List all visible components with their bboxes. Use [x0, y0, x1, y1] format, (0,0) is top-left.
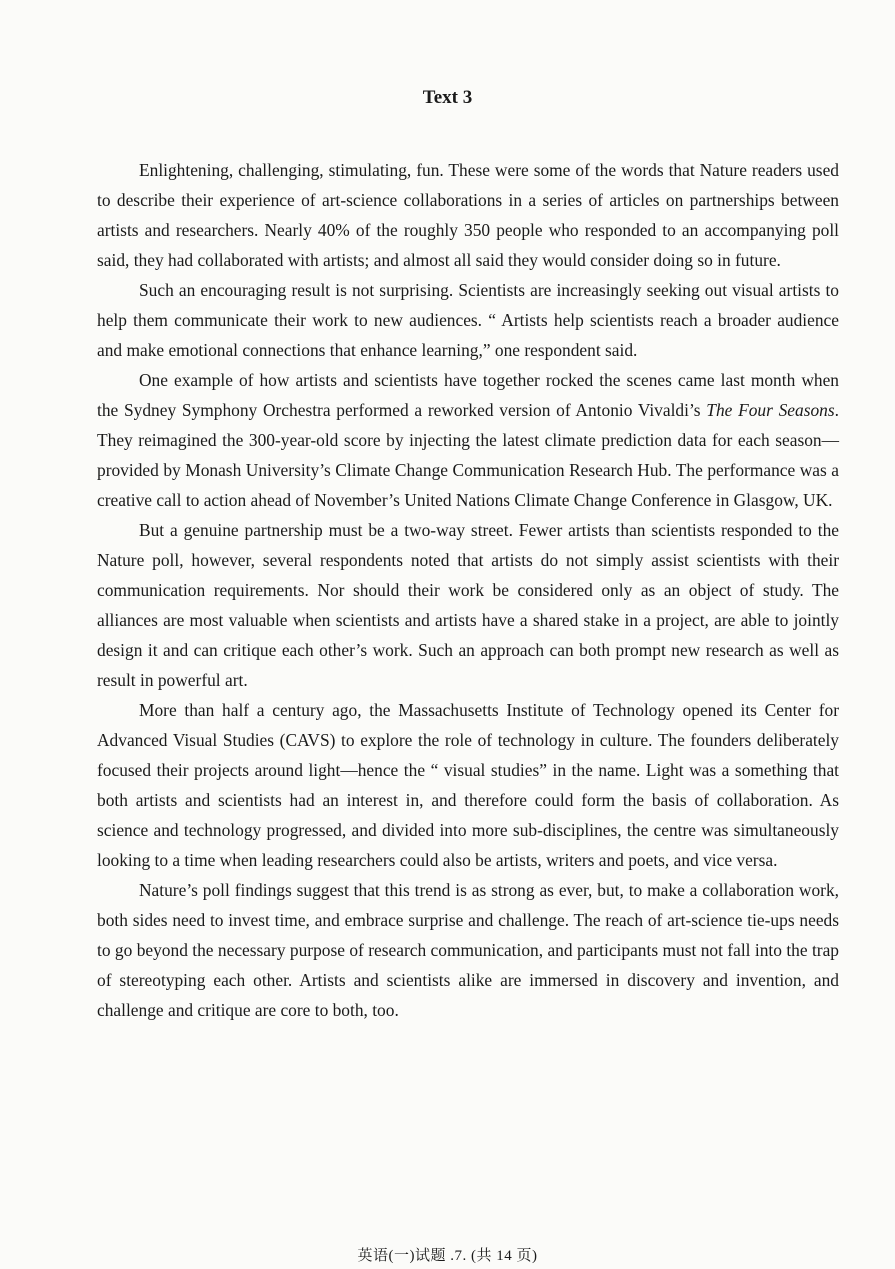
paragraph-3-before: One example of how artists and scientists have together rocked the scenes came last month when the Sydney Symphony Orchestra performed a reworked version of Antonio Vivaldi’s: [97, 370, 839, 420]
article-body: [97, 155, 839, 1025]
paragraph-5: More than half a century ago, the Massachusetts Institute of Technology opened its Center for Advanced Visual Studies (CAVS) to explore the role of technology in culture. The founders deliberately focused their projects around light—hence the “ visual studies” in the name. Light was a something that both artists and scientists had an interest in, and therefore could form the basis of collaboration. As science and technology progressed, and divided into more sub-disciplines, the centre was simultaneously looking to a time when leading researchers could also be artists, writers and poets, and vice versa.: [97, 700, 839, 870]
paragraph-3-after: . They reimagined the 300-year-old score by injecting the latest climate prediction data for each season—provided by Monash University’s Climate Change Communication Research Hub. The performance was a creative call to action ahead of November’s United Nations Climate Change Conference in Glasgow, UK.: [97, 400, 839, 510]
page-title: Text 3: [422, 87, 473, 108]
page-footer: 英语(一)试题 .7. (共 14 页): [357, 1248, 538, 1264]
paragraph-1: Enlightening, challenging, stimulating, fun. These were some of the words that Nature readers used to describe their experience of art-science collaborations in a series of articles on partnerships between artists and researchers. Nearly 40% of the roughly 350 people who responded to an accompanying poll said, they had collaborated with artists; and almost all said they would consider doing so in future.: [97, 160, 839, 270]
paragraph-3: [97, 365, 839, 515]
paragraph-4: But a genuine partnership must be a two-way street. Fewer artists than scientists responded to the Nature poll, however, several respondents noted that artists do not simply assist scientists with their communication requirements. Nor should their work be considered only as an object of study. The alliances are most valuable when scientists and artists have a shared stake in a project, are able to jointly design it and can critique each other’s work. Such an approach can both prompt new research as well as result in powerful art.: [97, 520, 839, 690]
work-title-italic: The Four Seasons: [706, 400, 835, 420]
paragraph-6: Nature’s poll findings suggest that this trend is as strong as ever, but, to make a collaboration work, both sides need to invest time, and embrace surprise and challenge. The reach of art-science tie-ups needs to go beyond the necessary purpose of research communication, and participants must not fall into the trap of stereotyping each other. Artists and scientists alike are immersed in discovery and invention, and challenge and critique are core to both, too.: [97, 880, 839, 1020]
paragraph-2: Such an encouraging result is not surprising. Scientists are increasingly seeking out visual artists to help them communicate their work to new audiences. “ Artists help scientists reach a broader audience and make emotional connections that enhance learning,” one respondent said.: [97, 280, 839, 360]
